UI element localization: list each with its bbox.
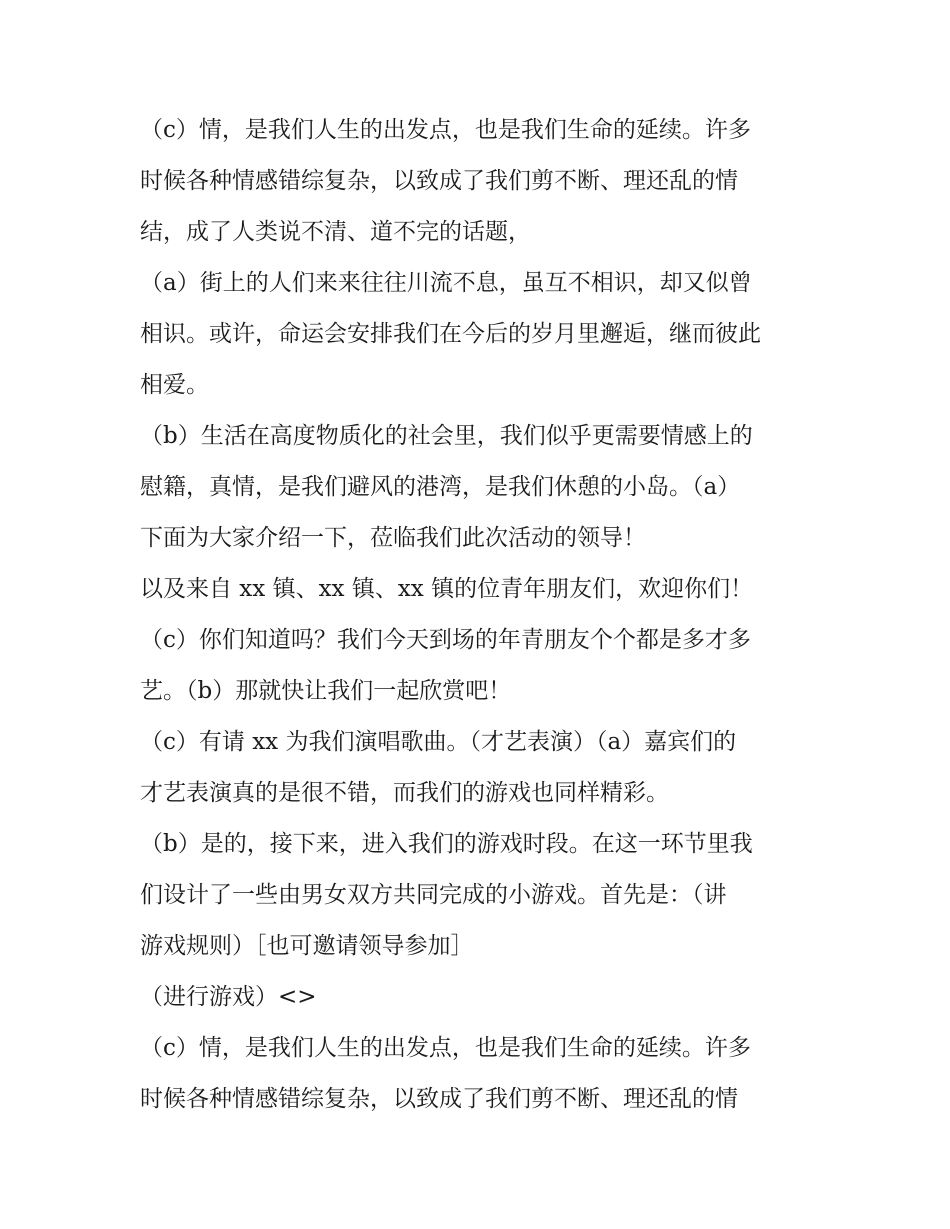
text-line: 结，成了人类说不清、道不完的话题， — [140, 219, 531, 245]
text-line: （进行游戏）<> — [140, 984, 317, 1010]
text-line: 以及来自 xx 镇、xx 镇、xx 镇的位青年朋友们，欢迎你们！ — [140, 576, 754, 602]
text-line: （b）是的，接下来，进入我们的游戏时段。在这一环节里我 — [140, 831, 753, 857]
text-line: （c）你们知道吗？我们今天到场的年青朋友个个都是多才多 — [140, 627, 751, 653]
text-line: 相爱。 — [140, 372, 209, 398]
text-line: （c）情，是我们人生的出发点，也是我们生命的延续。许多 — [140, 117, 751, 143]
document-body — [140, 105, 815, 1125]
text-line: （b）生活在高度物质化的社会里，我们似乎更需要情感上的 — [140, 423, 753, 449]
text-line: 慰籍，真情，是我们避风的港湾，是我们休憩的小岛。（a） — [140, 474, 741, 500]
text-line: 下面为大家介绍一下，莅临我们此次活动的领导！ — [140, 525, 646, 551]
text-line: 相识。或许，命运会安排我们在今后的岁月里邂逅，继而彼此 — [140, 321, 761, 347]
text-line: （c）情，是我们人生的出发点，也是我们生命的延续。许多 — [140, 1035, 751, 1061]
text-line: （c）有请 xx 为我们演唱歌曲。（才艺表演）（a）嘉宾们的 — [140, 729, 737, 755]
text-line: 游戏规则）［也可邀请领导参加］ — [140, 933, 474, 959]
text-line: 时候各种情感错综复杂，以致成了我们剪不断、理还乱的情 — [140, 1086, 738, 1112]
text-line: 才艺表演真的是很不错，而我们的游戏也同样精彩。 — [140, 780, 669, 806]
text-line: 艺。（b）那就快让我们一起欣赏吧！ — [140, 678, 512, 704]
text-line: 们设计了一些由男女双方共同完成的小游戏。首先是：（讲 — [140, 882, 727, 908]
text-line: 时候各种情感错综复杂，以致成了我们剪不断、理还乱的情 — [140, 168, 738, 194]
text-line: （a）街上的人们来来往往川流不息，虽互不相识，却又似曾 — [140, 270, 752, 296]
